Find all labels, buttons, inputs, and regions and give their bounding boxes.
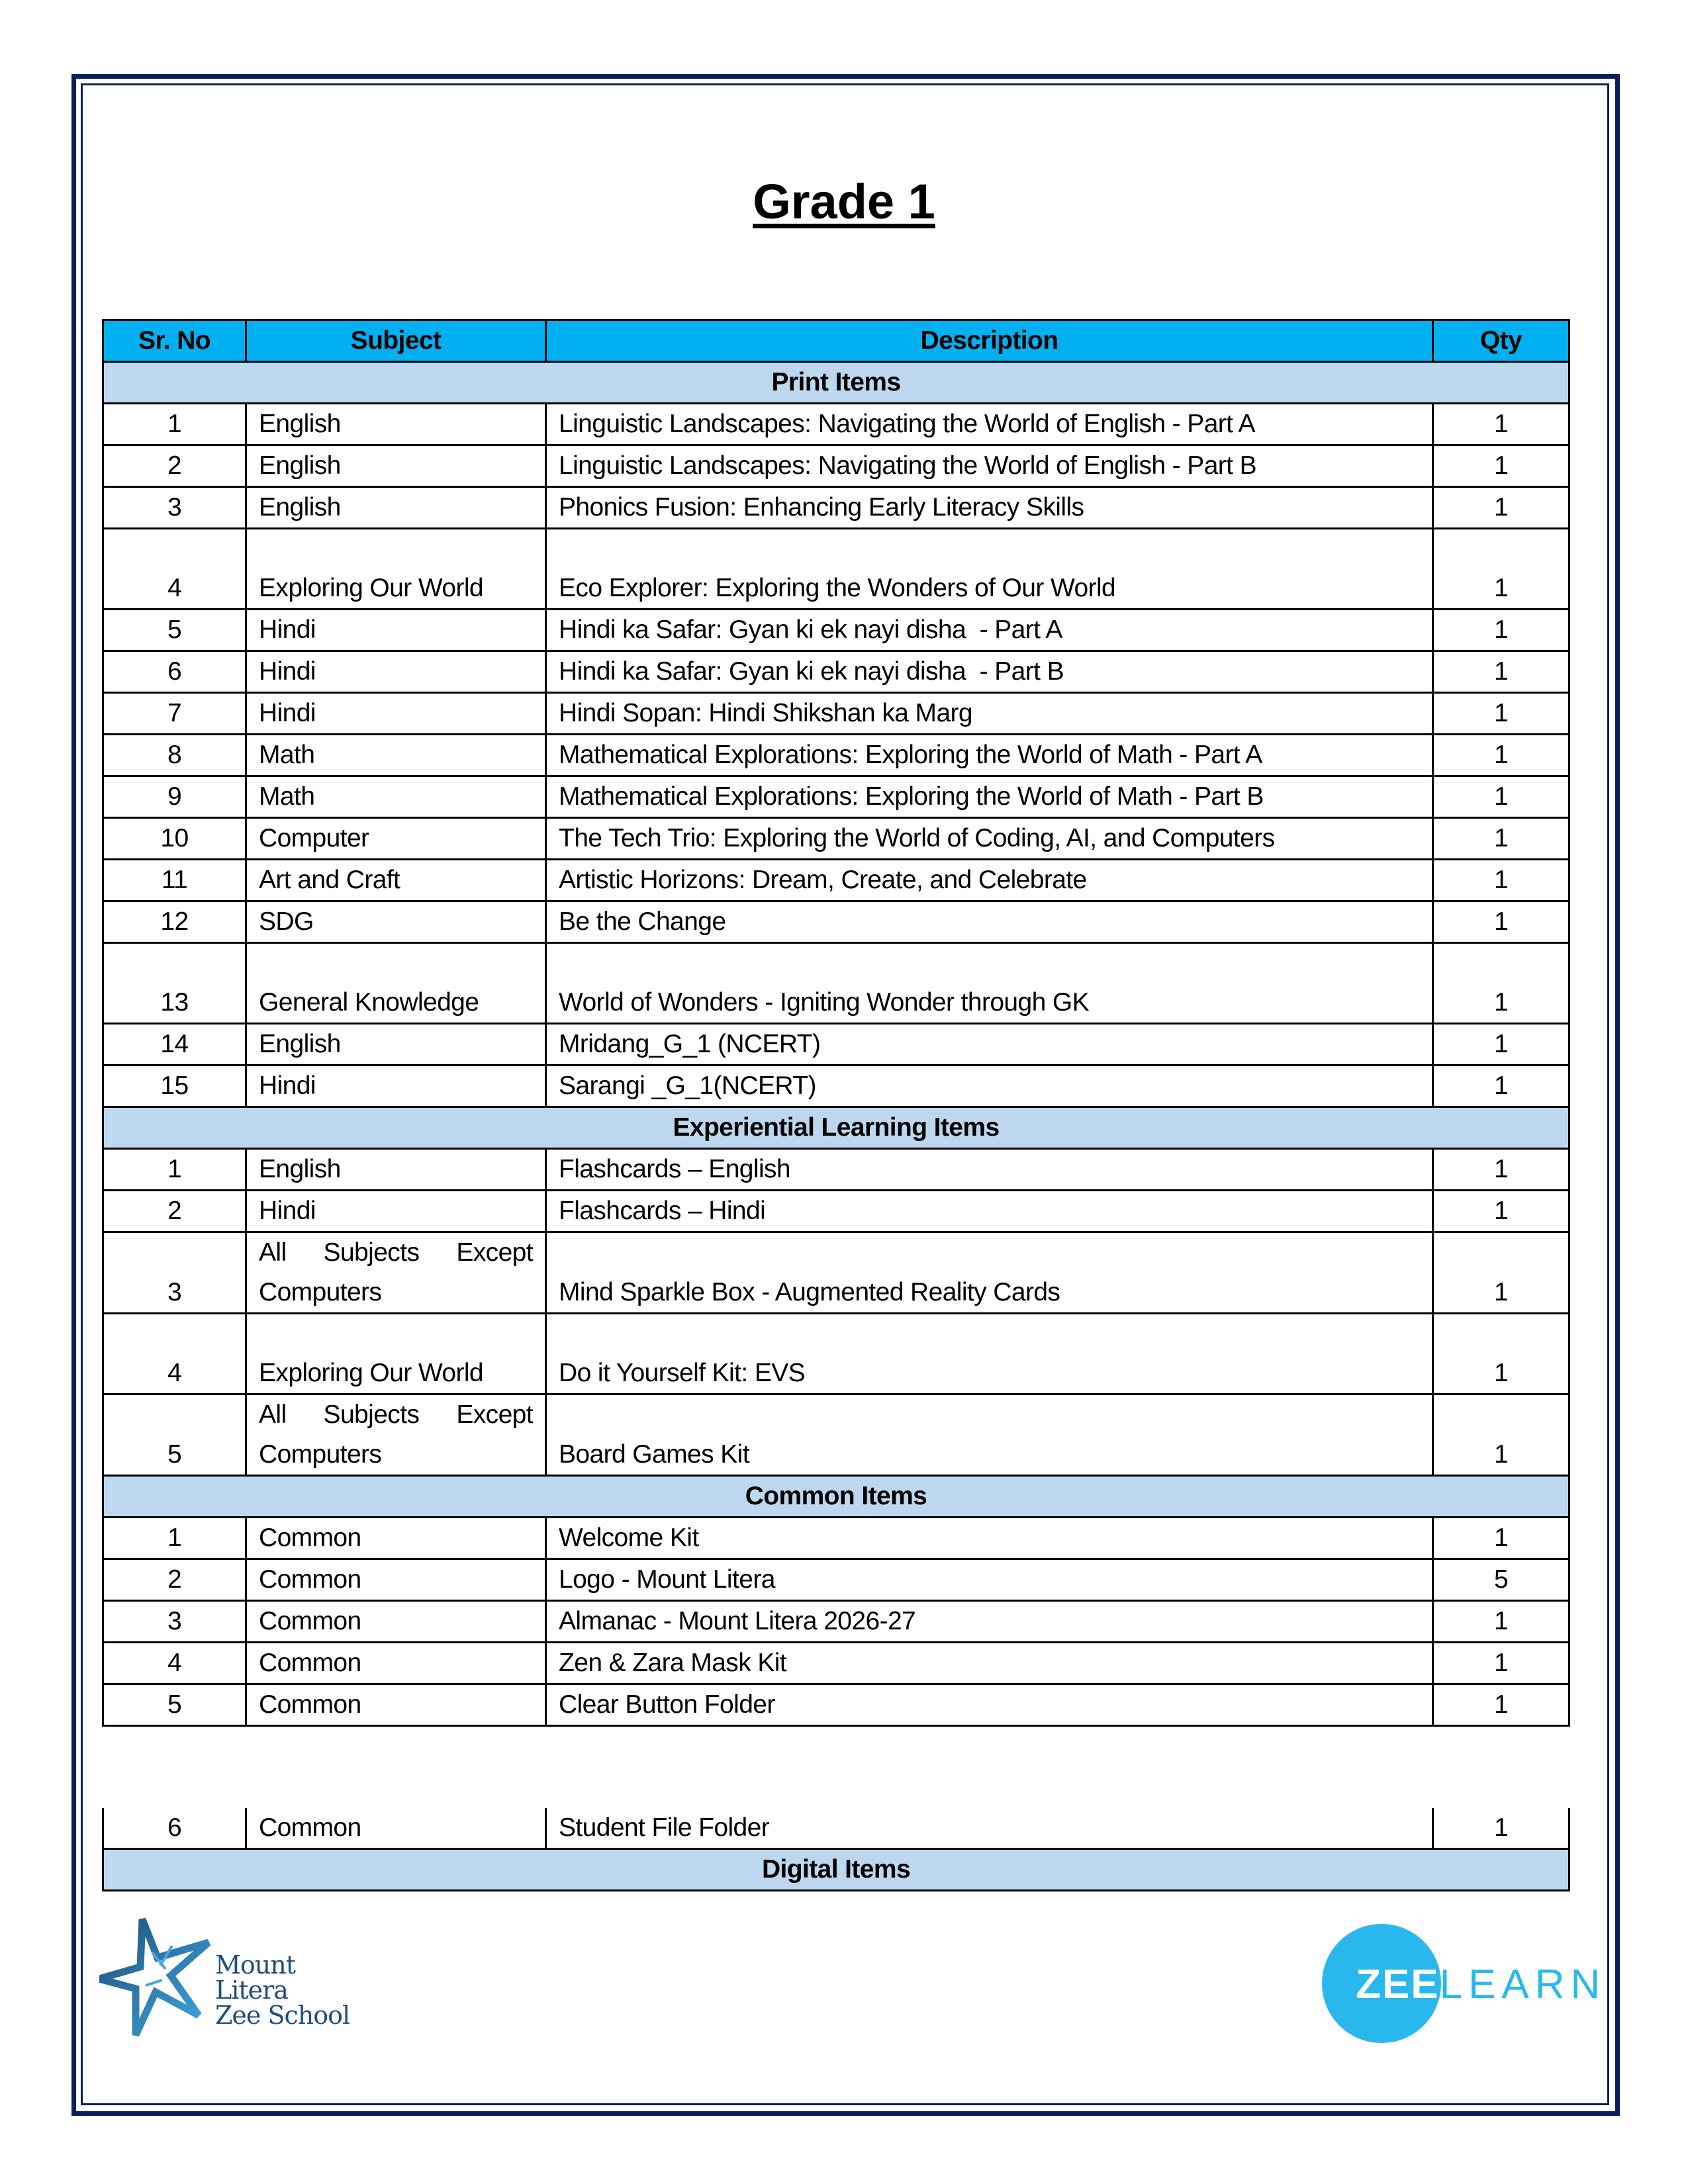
subject-cell: Common xyxy=(246,1559,546,1601)
subject-cell: Common xyxy=(246,1643,546,1684)
description-cell: The Tech Trio: Exploring the World of Coding, AI, and Computers xyxy=(546,818,1433,860)
description-cell: World of Wonders - Igniting Wonder through GK xyxy=(546,943,1433,1024)
sr-no-cell: 5 xyxy=(103,1684,246,1726)
description-cell: Flashcards – Hindi xyxy=(546,1191,1433,1232)
sr-no-cell: 3 xyxy=(103,1601,246,1643)
description-cell: Hindi ka Safar: Gyan ki ek nayi disha - Part A xyxy=(546,610,1433,651)
subject-cell: Math xyxy=(246,776,546,818)
page-title xyxy=(0,173,1688,230)
qty-cell: 1 xyxy=(1433,860,1570,901)
qty-cell: 1 xyxy=(1433,1601,1570,1643)
table-row xyxy=(103,1559,1570,1601)
qty-cell: 1 xyxy=(1433,693,1570,735)
subject-cell: SDG xyxy=(246,901,546,943)
subject-cell: Art and Craft xyxy=(246,860,546,901)
subject-cell: Hindi xyxy=(246,693,546,735)
subject-cell: Common xyxy=(246,1808,546,1849)
description-cell: Board Games Kit xyxy=(546,1394,1433,1476)
subject-cell: Exploring Our World xyxy=(246,529,546,610)
qty-cell: 1 xyxy=(1433,487,1570,529)
sr-no-cell: 1 xyxy=(103,1518,246,1559)
description-cell: Linguistic Landscapes: Navigating the World of English - Part B xyxy=(546,445,1433,487)
description-cell: Almanac - Mount Litera 2026-27 xyxy=(546,1601,1433,1643)
description-cell: Hindi ka Safar: Gyan ki ek nayi disha - Part B xyxy=(546,651,1433,693)
sr-no-cell: 1 xyxy=(103,1149,246,1191)
qty-cell: 1 xyxy=(1433,610,1570,651)
table-row xyxy=(103,860,1570,901)
table-row xyxy=(103,1518,1570,1559)
qty-cell: 5 xyxy=(1433,1559,1570,1601)
qty-cell: 1 xyxy=(1433,1518,1570,1559)
subject-cell: English xyxy=(246,404,546,445)
description-cell: Artistic Horizons: Dream, Create, and Celebrate xyxy=(546,860,1433,901)
sr-no-cell: 2 xyxy=(103,1191,246,1232)
subject-cell: General Knowledge xyxy=(246,943,546,1024)
sr-no-cell: 2 xyxy=(103,445,246,487)
subject-cell: Hindi xyxy=(246,610,546,651)
sr-no-cell: 6 xyxy=(103,651,246,693)
section-title: Experiential Learning Items xyxy=(103,1107,1570,1149)
subject-cell: All Subjects Except Computers xyxy=(246,1232,546,1314)
description-cell: Student File Folder xyxy=(546,1808,1433,1849)
table-row xyxy=(103,610,1570,651)
table-row xyxy=(103,1314,1570,1394)
table-header-row xyxy=(103,320,1570,362)
table-row xyxy=(103,529,1570,610)
header-description: Description xyxy=(546,320,1433,362)
items-table xyxy=(102,319,1570,1727)
table-row xyxy=(103,818,1570,860)
subject-cell: Hindi xyxy=(246,1066,546,1107)
subject-cell: English xyxy=(246,445,546,487)
mount-litera-wordmark xyxy=(215,1952,364,2028)
description-cell: Sarangi _G_1(NCERT) xyxy=(546,1066,1433,1107)
sr-no-cell: 9 xyxy=(103,776,246,818)
zeelearn-logo xyxy=(1317,1919,1607,2052)
subject-cell: English xyxy=(246,487,546,529)
qty-cell: 1 xyxy=(1433,1394,1570,1476)
subject-cell: English xyxy=(246,1024,546,1066)
table-row xyxy=(103,1232,1570,1314)
qty-cell: 1 xyxy=(1433,943,1570,1024)
sr-no-cell: 4 xyxy=(103,529,246,610)
table-row xyxy=(103,1066,1570,1107)
sr-no-cell: 13 xyxy=(103,943,246,1024)
mount-litera-logo xyxy=(99,1906,364,2038)
table-row xyxy=(103,1808,1570,1849)
header-qty: Qty xyxy=(1433,320,1570,362)
qty-cell: 1 xyxy=(1433,445,1570,487)
description-cell: Eco Explorer: Exploring the Wonders of Our World xyxy=(546,529,1433,610)
table-row xyxy=(103,445,1570,487)
items-table-continued-body xyxy=(103,1808,1570,1891)
section-title: Common Items xyxy=(103,1476,1570,1518)
table-row xyxy=(103,1149,1570,1191)
qty-cell: 1 xyxy=(1433,1191,1570,1232)
sr-no-cell: 15 xyxy=(103,1066,246,1107)
description-cell: Flashcards – English xyxy=(546,1149,1433,1191)
qty-cell: 1 xyxy=(1433,776,1570,818)
sr-no-cell: 2 xyxy=(103,1559,246,1601)
logo-line-1: Mount Litera xyxy=(215,1950,296,2005)
logo-line-2: Zee School xyxy=(215,2001,350,2030)
table-row xyxy=(103,776,1570,818)
star-logo-icon xyxy=(99,1906,212,2038)
table-row xyxy=(103,943,1570,1024)
subject-cell: Hindi xyxy=(246,651,546,693)
sr-no-cell: 3 xyxy=(103,487,246,529)
qty-cell: 1 xyxy=(1433,901,1570,943)
subject-cell: Math xyxy=(246,735,546,776)
subject-cell: Common xyxy=(246,1684,546,1726)
items-table-continued xyxy=(102,1808,1570,1891)
subject-cell: English xyxy=(246,1149,546,1191)
qty-cell: 1 xyxy=(1433,818,1570,860)
qty-cell: 1 xyxy=(1433,1314,1570,1394)
zeelearn-bold: ZEE xyxy=(1356,1962,1440,2007)
qty-cell: 1 xyxy=(1433,1643,1570,1684)
section-title: Digital Items xyxy=(103,1849,1570,1891)
qty-cell: 1 xyxy=(1433,529,1570,610)
description-cell: Welcome Kit xyxy=(546,1518,1433,1559)
sr-no-cell: 3 xyxy=(103,1232,246,1314)
qty-cell: 1 xyxy=(1433,1808,1570,1849)
section-row-experiential-learning-items xyxy=(103,1107,1570,1149)
description-cell: Do it Yourself Kit: EVS xyxy=(546,1314,1433,1394)
section-row-digital-items xyxy=(103,1849,1570,1891)
description-cell: Mridang_G_1 (NCERT) xyxy=(546,1024,1433,1066)
table-row xyxy=(103,901,1570,943)
description-cell: Clear Button Folder xyxy=(546,1684,1433,1726)
subject-cell: Computer xyxy=(246,818,546,860)
qty-cell: 1 xyxy=(1433,404,1570,445)
subject-cell: Hindi xyxy=(246,1191,546,1232)
header-sr-no: Sr. No xyxy=(103,320,246,362)
table-row xyxy=(103,404,1570,445)
subject-cell: Common xyxy=(246,1601,546,1643)
description-cell: Mind Sparkle Box - Augmented Reality Cards xyxy=(546,1232,1433,1314)
section-row-common-items xyxy=(103,1476,1570,1518)
sr-no-cell: 14 xyxy=(103,1024,246,1066)
sr-no-cell: 10 xyxy=(103,818,246,860)
section-row-print-items xyxy=(103,362,1570,404)
description-cell: Linguistic Landscapes: Navigating the World of English - Part A xyxy=(546,404,1433,445)
description-cell: Zen & Zara Mask Kit xyxy=(546,1643,1433,1684)
qty-cell: 1 xyxy=(1433,651,1570,693)
table-row xyxy=(103,693,1570,735)
zeelearn-light: LEARN xyxy=(1439,1962,1607,2007)
description-cell: Mathematical Explorations: Exploring the World of Math - Part B xyxy=(546,776,1433,818)
table-row xyxy=(103,1684,1570,1726)
table-row xyxy=(103,1601,1570,1643)
subject-cell: Common xyxy=(246,1518,546,1559)
subject-cell: All Subjects Except Computers xyxy=(246,1394,546,1476)
qty-cell: 1 xyxy=(1433,735,1570,776)
description-cell: Be the Change xyxy=(546,901,1433,943)
section-title: Print Items xyxy=(103,362,1570,404)
sr-no-cell: 11 xyxy=(103,860,246,901)
items-table-body xyxy=(103,362,1570,1726)
qty-cell: 1 xyxy=(1433,1066,1570,1107)
qty-cell: 1 xyxy=(1433,1232,1570,1314)
zeelearn-wordmark xyxy=(1356,1964,1606,2005)
description-cell: Hindi Sopan: Hindi Shikshan ka Marg xyxy=(546,693,1433,735)
sr-no-cell: 5 xyxy=(103,1394,246,1476)
qty-cell: 1 xyxy=(1433,1024,1570,1066)
sr-no-cell: 4 xyxy=(103,1643,246,1684)
table-row xyxy=(103,735,1570,776)
sr-no-cell: 6 xyxy=(103,1808,246,1849)
description-cell: Phonics Fusion: Enhancing Early Literacy Skills xyxy=(546,487,1433,529)
table-row xyxy=(103,1643,1570,1684)
page-title-text: Grade 1 xyxy=(753,174,935,229)
subject-cell: Exploring Our World xyxy=(246,1314,546,1394)
table-row xyxy=(103,487,1570,529)
sr-no-cell: 5 xyxy=(103,610,246,651)
table-row xyxy=(103,1191,1570,1232)
sr-no-cell: 12 xyxy=(103,901,246,943)
header-subject: Subject xyxy=(246,320,546,362)
table-row xyxy=(103,1024,1570,1066)
description-cell: Mathematical Explorations: Exploring the World of Math - Part A xyxy=(546,735,1433,776)
table-row xyxy=(103,1394,1570,1476)
sr-no-cell: 4 xyxy=(103,1314,246,1394)
sr-no-cell: 8 xyxy=(103,735,246,776)
sr-no-cell: 1 xyxy=(103,404,246,445)
table-row xyxy=(103,651,1570,693)
qty-cell: 1 xyxy=(1433,1684,1570,1726)
sr-no-cell: 7 xyxy=(103,693,246,735)
qty-cell: 1 xyxy=(1433,1149,1570,1191)
description-cell: Logo - Mount Litera xyxy=(546,1559,1433,1601)
